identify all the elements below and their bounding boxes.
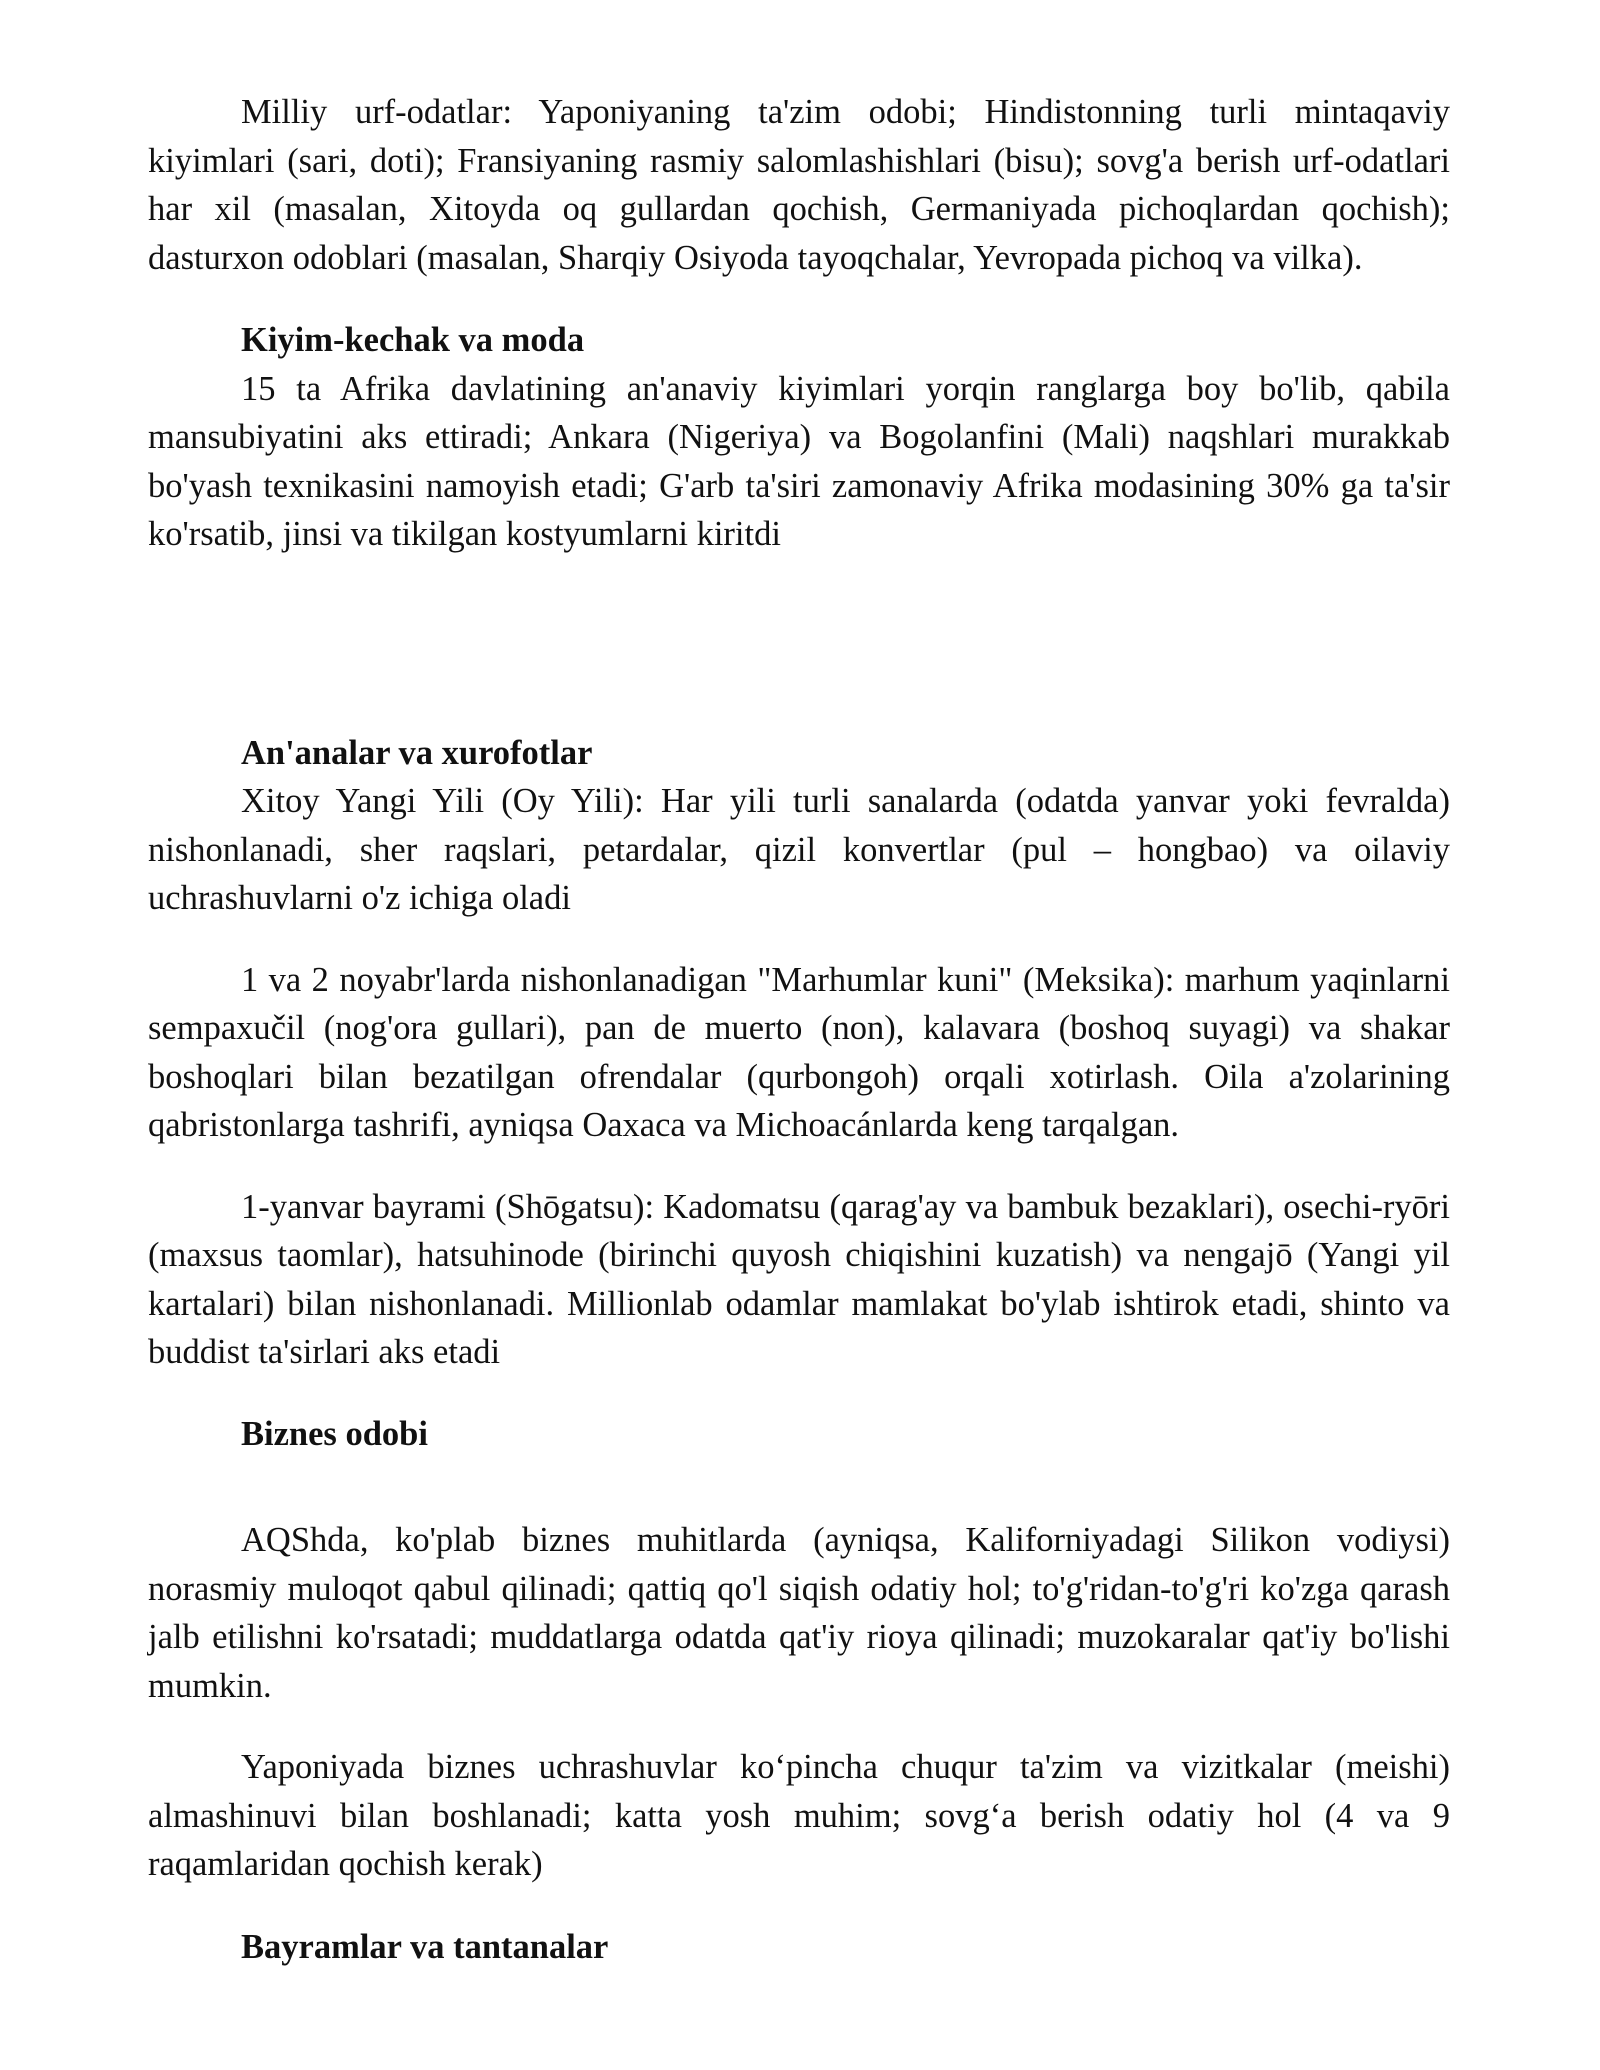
spacer xyxy=(148,923,1450,956)
paragraph-african-clothing: 15 ta Afrika davlatining an'anaviy kiyimlari yorqin ranglarga boy bo'lib, qabila mansubiyatini aks ettiradi; Ankara (Nigeriya) va Bogolanfini (Mali) naqshlari murakkab bo'yash texnikasini namoyish etadi; G'arb ta'siri zamonaviy Afrika modasining 30% ga ta'sir ko'rsatib, jinsi va tikilgan kostyumlarni kiritdi xyxy=(148,369,1450,553)
spacer xyxy=(148,1889,1450,1923)
paragraph-chinese-new-year: Xitoy Yangi Yili (Oy Yili): Har yili turli sanalarda (odatda yanvar yoki fevralda) nishonlanadi, sher raqslari, petardalar, qizil konvertlar (pul – hongbao) va oilaviy uchrashuvlarni o'z ichiga oladi xyxy=(148,782,1450,917)
spacer xyxy=(148,1377,1450,1410)
paragraph-usa-business: AQShda, ko'plab biznes muhitlarda (ayniqsa, Kaliforniyadagi Silikon vodiysi) norasmiy muloqot qabul qilinadi; qattiq qo'l siqish odatiy hol; to'g'ridan-to'g'ri ko'zga qarash jalb etilishni ko'rsatadi; muddatlarga odatda qat'iy rioya qilinadi; muzokaralar qat'iy bo'lishi mumkin. xyxy=(148,1521,1450,1705)
spacer xyxy=(148,282,1450,316)
spacer xyxy=(148,1458,1450,1516)
spacer xyxy=(148,1710,1450,1743)
heading-clothing-fashion: Kiyim-kechak va moda xyxy=(241,321,585,359)
paragraph-japan-business: Yaponiyada biznes uchrashuvlar ko‘pincha chuqur ta'zim va vizitkalar (meishi) almashinuvi bilan boshlanadi; katta yosh muhim; sovg‘a berish odatiy hol (4 va 9 raqamlaridan qochish kerak) xyxy=(148,1748,1450,1883)
document-page xyxy=(148,88,1450,1971)
paragraph-day-of-the-dead: 1 va 2 noyabr'larda nishonlanadigan "Marhumlar kuni" (Meksika): marhum yaqinlarni sempaxučil (nog'ora gullari), pan de muerto (non), kalavara (boshoq suyagi) va shakar boshoqlari bilan bezatilgan ofrendalar (qurbongoh) orqali xotirlash. Oila a'zolarining qabristonlarga tashrifi, ayniqsa Oaxaca va Michoacánlarda keng tarqalgan. xyxy=(148,960,1450,1144)
heading-holidays-celebrations: Bayramlar va tantanalar xyxy=(241,1927,609,1966)
spacer xyxy=(148,1150,1450,1183)
paragraph-national-customs: Milliy urf-odatlar: Yaponiyaning ta'zim odobi; Hindistonning turli mintaqaviy kiyimlari (sari, doti); Fransiyaning rasmiy salomlashishlari (bisu); sovg'a berish urf-odatlari har xil (masalan, Xitoyda oq gullardan qochish, Germaniyada pichoqlardan qochish); dasturxon odoblari (masalan, Sharqiy Osiyoda tayoqchalar, Yevropada pichoq va vilka). xyxy=(148,93,1450,277)
spacer xyxy=(148,559,1450,729)
heading-traditions-superstitions: An'analar va xurofotlar xyxy=(241,733,593,772)
heading-business-etiquette: Biznes odobi xyxy=(241,1414,428,1453)
paragraph-shogatsu: 1-yanvar bayrami (Shōgatsu): Kadomatsu (qarag'ay va bambuk bezaklari), osechi-ryōri (maxsus taomlar), hatsuhinode (birinchi quyosh chiqishini kuzatish) va nengajō (Yangi yil kartalari) bilan nishonlanadi. Millionlab odamlar mamlakat bo'ylab ishtirok etadi, shinto va buddist ta'sirlari aks etadi xyxy=(148,1187,1450,1371)
